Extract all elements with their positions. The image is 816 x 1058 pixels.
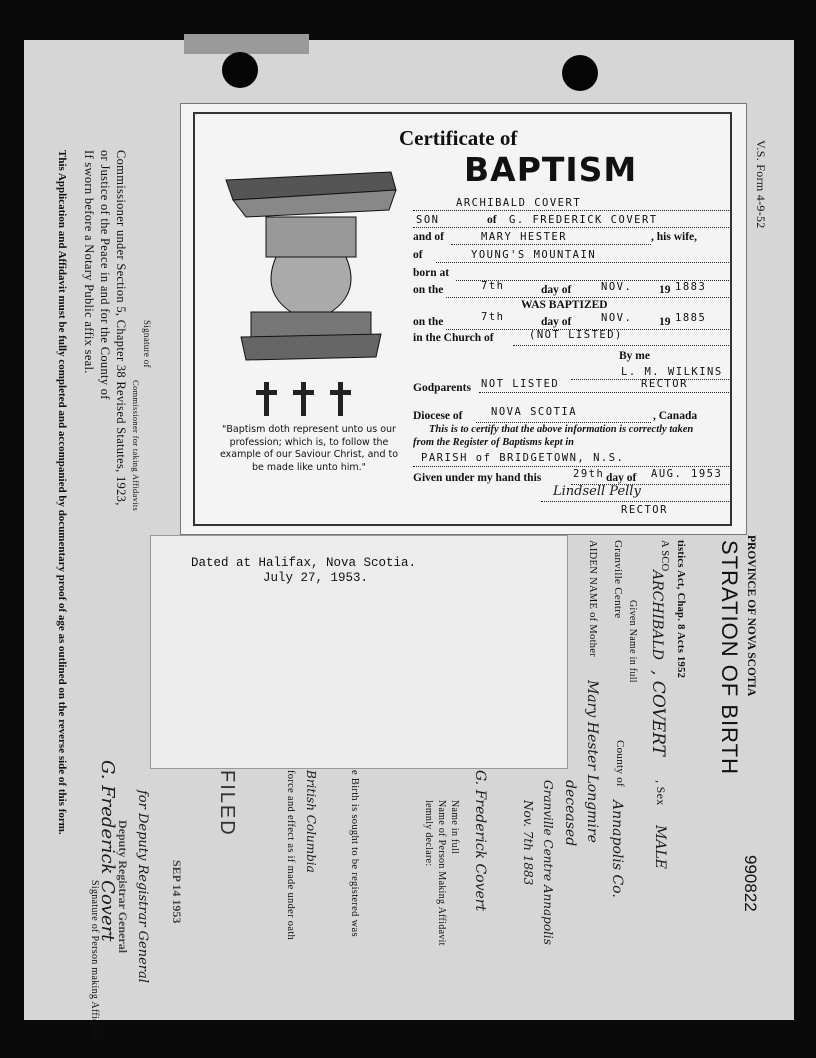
- certify-line-1: This is to certify that the above information is correctly taken: [429, 424, 694, 435]
- mother-name: MARY HESTER: [481, 231, 568, 243]
- baptism-certificate: [180, 103, 747, 535]
- deputy-registrar-label: Deputy Registrar General: [116, 820, 130, 954]
- on-the-label: on the: [413, 284, 444, 296]
- deceased-note: deceased: [562, 780, 578, 847]
- given-day-of-label: day of: [606, 472, 637, 484]
- birth-day-of-label: day of: [541, 284, 572, 296]
- oath-line-3: If sworn before a Notary Public affix seal.: [82, 150, 96, 374]
- person-signature: G. Frederick Covert: [97, 760, 118, 942]
- registration-heading: STRATION OF BIRTH: [717, 540, 742, 775]
- godparents-value: NOT LISTED: [481, 378, 560, 390]
- baptized-name: ARCHIBALD COVERT: [456, 197, 582, 209]
- solemnly-declare: lemnly declare:: [423, 800, 434, 867]
- signature-of-label: Signature of: [142, 320, 152, 368]
- canada-label: , Canada: [653, 410, 698, 422]
- tape-strip: [184, 34, 309, 54]
- church-name: (NOT LISTED): [529, 329, 623, 341]
- born-at-handwritten: Granville Centre: [612, 540, 624, 619]
- birth-month: NOV.: [601, 281, 633, 293]
- person-signature-label: Signature of Person making Affidavit: [89, 880, 100, 1041]
- rector-signature: Lindsell Pelly: [553, 484, 641, 499]
- county-value: Annapolis Co.: [609, 800, 625, 898]
- bapt-year-prefix: 19: [659, 316, 671, 328]
- baptism-day: 7th: [481, 311, 505, 323]
- birth-year-prefix: 19: [659, 284, 671, 296]
- certificate-title-small: Certificate of: [399, 126, 518, 150]
- british-columbia: British Columbia: [304, 770, 318, 873]
- sex-label: , Sex: [654, 780, 668, 806]
- dated-line-2: July 27, 1953.: [263, 571, 369, 585]
- mother-value: Mary Hester Longmire: [584, 680, 600, 843]
- given-day: 29th: [573, 468, 605, 480]
- birth-place-handwritten: Granville Centre Annapolis: [541, 780, 555, 945]
- oath-line-2: or Justice of the Peace in and for the County of: [98, 150, 112, 400]
- born-at-label: born at: [413, 267, 450, 279]
- bapt-on-the-label: on the: [413, 316, 444, 328]
- person-making-label: Name of Person Making Affidavit: [436, 800, 447, 946]
- son-prefix: SON: [416, 214, 440, 226]
- dated-line-1: Dated at Halifax, Nova Scotia.: [191, 556, 417, 570]
- birth-date-handwritten: Nov. 7th 1883: [521, 800, 535, 886]
- given-name-handwritten: ARCHIBALD: [649, 570, 665, 661]
- form-number: V.S. Form 4-9-52: [754, 140, 768, 229]
- baptism-month: NOV.: [601, 312, 633, 324]
- certify-line-2: from the Register of Baptisms kept in: [413, 437, 575, 448]
- birth-sought-line: e Birth is sought to be registered was: [349, 770, 360, 937]
- signer-title: RECTOR: [621, 504, 668, 516]
- commissioner-title: Commissioner for taking Affidavits: [131, 380, 141, 512]
- mother-label: AIDEN NAME of Mother: [587, 540, 598, 658]
- minister-title: RECTOR: [641, 378, 688, 390]
- filed-stamp: FILED: [216, 770, 238, 837]
- by-me-label: By me: [619, 350, 650, 362]
- given-name-label: Given Name in full: [627, 600, 638, 683]
- act-reference: tistics Act, Chap. 8 Acts 1952: [675, 540, 686, 679]
- baptism-quote: "Baptism doth represent unto us our profession; which is, to follow the example of our Saviour Christ, and to be made like unto him.": [219, 424, 399, 473]
- filed-date: SEP 14 1953: [170, 860, 184, 924]
- diocese-label: Diocese of: [413, 410, 463, 422]
- and-of-label: and of: [413, 231, 444, 243]
- sex-value: MALE: [652, 825, 668, 869]
- was-baptized-label: WAS BAPTIZED: [521, 299, 608, 311]
- name-in-full-label: Name in full: [449, 800, 460, 855]
- father-name: G. FREDERICK COVERT: [509, 214, 658, 226]
- informant-name-handwritten: G. Frederick Covert: [472, 770, 488, 912]
- birth-year: 1883: [675, 281, 707, 293]
- registration-number: 990822: [741, 855, 760, 912]
- his-wife-label: , his wife,: [651, 231, 697, 243]
- crosses-icon: [254, 380, 364, 420]
- baptism-year: 1885: [675, 312, 707, 324]
- of2-label: of: [413, 249, 423, 261]
- parish-name: PARISH of BRIDGETOWN, N.S.: [421, 452, 625, 464]
- sco-label: A SCO: [659, 540, 670, 572]
- in-church-label: in the Church of: [413, 332, 494, 344]
- certificate-title-big: BAPTISM: [464, 150, 638, 189]
- deputy-handwritten: for Deputy Registrar General: [135, 790, 150, 983]
- birth-day: 7th: [481, 280, 505, 292]
- residence: YOUNG'S MOUNTAIN: [471, 249, 597, 261]
- back-page: [150, 535, 568, 769]
- province-heading: PROVINCE OF NOVA SCOTIA: [745, 535, 757, 697]
- punch-hole-right: [562, 55, 598, 91]
- oath-line-1: Commissioner under Section 5, Chapter 38 Revised Statutes, 1923,: [114, 150, 128, 506]
- baptismal-font-illustration: [221, 162, 401, 362]
- of-label: of: [487, 214, 497, 226]
- oath-line-4: This Application and Affidavit must be fully completed and accompanied by documentary proof of age as outlined on the reverse side of this form.: [56, 150, 68, 835]
- diocese-value: NOVA SCOTIA: [491, 406, 578, 418]
- given-year: 1953: [691, 468, 723, 480]
- bapt-day-of-label: day of: [541, 316, 572, 328]
- force-effect-line: force and effect as if made under oath: [285, 770, 296, 941]
- punch-hole-left: [222, 52, 258, 88]
- surname-handwritten: , COVERT: [648, 670, 668, 756]
- minister-name: L. M. WILKINS: [621, 366, 723, 378]
- county-label: County of: [614, 740, 626, 788]
- given-month: AUG.: [651, 468, 683, 480]
- godparents-label: Godparents: [413, 382, 471, 394]
- given-under-label: Given under my hand this: [413, 472, 542, 484]
